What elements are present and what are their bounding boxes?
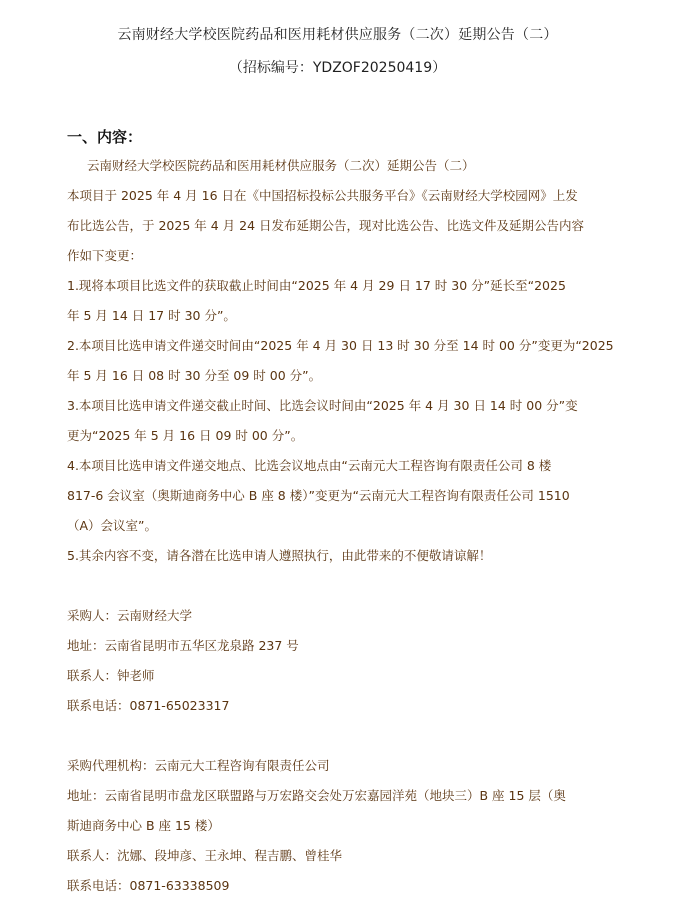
agency-address-line: 斯迪商务中心 B 座 15 楼）: [67, 818, 220, 833]
agency-contact: 联系人：沈娜、段坤彦、王永坤、程吉鹏、曾桂华: [67, 848, 343, 863]
body-line: 更为“2025 年 5 月 16 日 09 时 00 分”。: [67, 428, 304, 443]
body-line: 布比选公告，于 2025 年 4 月 24 日发布延期公告，现对比选公告、比选文件及延期公告内容: [67, 218, 585, 233]
agency-phone: 联系电话：0871-63338509: [67, 878, 230, 893]
document-title: 云南财经大学校医院药品和医用耗材供应服务（二次）延期公告（二）: [117, 27, 558, 43]
agency-address-line: 地址：云南省昆明市盘龙区联盟路与万宏路交会处万宏嘉园洋苑（地块三）B 座 15 层（奥: [67, 788, 566, 803]
body-line: 作如下变更：: [67, 248, 143, 263]
purchaser-phone: 联系电话：0871-65023317: [67, 698, 230, 713]
body-line: （A）会议室”。: [67, 518, 158, 533]
spacer: [67, 726, 612, 756]
purchaser-address: 地址：云南省昆明市五华区龙泉路 237 号: [67, 638, 299, 653]
body-line: 5.其余内容不变，请各潜在比选申请人遵照执行，由此带来的不便敬请谅解！: [67, 548, 492, 563]
agency-name: 采购代理机构：云南元大工程咨询有限责任公司: [67, 758, 330, 773]
body-line: 年 5 月 16 日 08 时 30 分至 09 时 00 分”。: [67, 368, 322, 383]
spacer: [67, 576, 612, 606]
bid-number: （招标编号：YDZOF20250419）: [228, 60, 447, 76]
announcement-body: [67, 156, 612, 906]
body-line: 3.本项目比选申请文件递交截止时间、比选会议时间由“2025 年 4 月 30 日 14 时 00 分”变: [67, 398, 578, 413]
body-line: 2.本项目比选申请文件递交时间由“2025 年 4 月 30 日 13 时 30 分至 14 时 00 分”变更为“2025: [67, 338, 614, 353]
body-line: 本项目于 2025 年 4 月 16 日在《中国招标投标公共服务平台》《云南财经大学校园网》上发: [67, 188, 578, 203]
body-line: 1.现将本项目比选文件的获取截止时间由“2025 年 4 月 29 日 17 时 30 分”延长至“2025: [67, 278, 566, 293]
purchaser-contact: 联系人：钟老师: [67, 668, 155, 683]
body-line: 云南财经大学校医院药品和医用耗材供应服务（二次）延期公告（二）: [87, 158, 475, 173]
section-heading: 一、内容：: [67, 128, 143, 146]
body-line: 4.本项目比选申请文件递交地点、比选会议地点由“云南元大工程咨询有限责任公司 8 楼: [67, 458, 552, 473]
purchaser-name: 采购人：云南财经大学: [67, 608, 193, 623]
body-line: 817-6 会议室（奥斯迪商务中心 B 座 8 楼）”变更为“云南元大工程咨询有限责任公司 1510: [67, 488, 570, 503]
body-line: 年 5 月 14 日 17 时 30 分”。: [67, 308, 236, 323]
